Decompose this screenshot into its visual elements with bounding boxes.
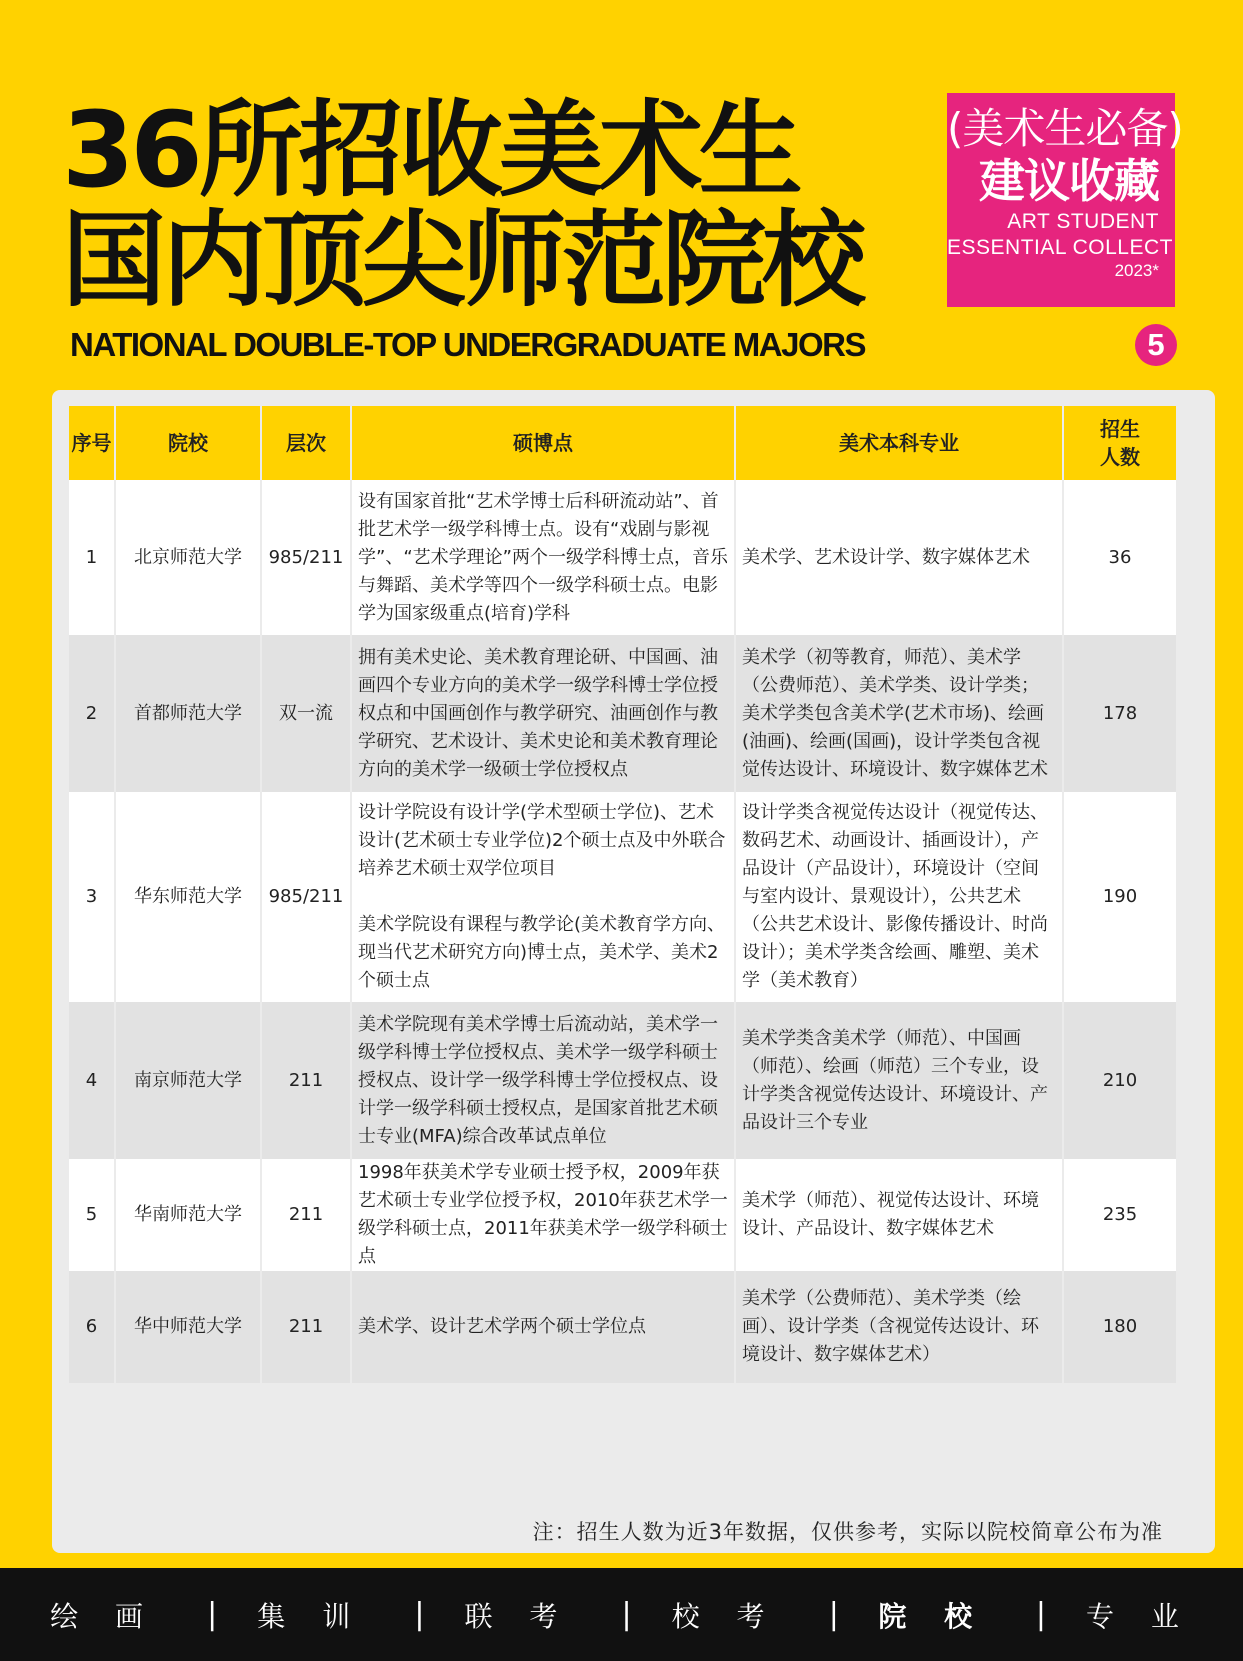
row-degree-points: 设有国家首批“艺术学博士后科研流动站”、首批艺术学一级学科博士点。设有“戏剧与影视学”、“艺术学理论”两个一级学科博士点，音乐与舞蹈、美术学等四个一级学科硕士点。电影学为国家级重点(培育)学科 — [351, 480, 735, 635]
footnote: 注：招生人数为近3年数据，仅供参考，实际以院校简章公布为准 — [532, 1520, 1163, 1544]
table-card — [52, 390, 1215, 1553]
row-no: 6 — [69, 1271, 115, 1383]
title-line-2: 国内顶尖师范院校 — [62, 199, 863, 321]
header-level: 层次 — [261, 406, 351, 480]
row-majors: 设计学类含视觉传达设计（视觉传达、数码艺术、动画设计、插画设计），产品设计（产品设计），环境设计（空间与室内设计、景观设计），公共艺术（公共艺术设计、影像传播设计、时尚设计）；美术学类含绘画、雕塑、美术学（美术教育） — [735, 792, 1063, 1002]
subtitle: NATIONAL DOUBLE-TOP UNDERGRADUATE MAJORS — [70, 326, 865, 363]
badge-line-3: ART STUDENT — [1007, 210, 1159, 233]
nav-item-school-exam[interactable]: 校 考 — [671, 1599, 779, 1633]
table-row — [69, 480, 1176, 635]
schools-table — [69, 406, 1176, 1383]
row-no: 5 — [69, 1159, 115, 1271]
row-no: 4 — [69, 1002, 115, 1159]
header-degree-points: 硕博点 — [351, 406, 735, 480]
row-degree-points: 拥有美术史论、美术教育理论研、中国画、油画四个专业方向的美术学一级学科博士学位授权点和中国画创作与教学研究、油画创作与教学研究、艺术设计、美术史论和美术教育理论方向的美术学一级硕士学位授权点 — [351, 635, 735, 792]
bottom-nav-bar: 绘 画 | 集 训 | 联 考 | 校 考 | 院 校 | 专 业 — [0, 1568, 1243, 1661]
header-count-label: 招生人数 — [1100, 417, 1140, 469]
table-row — [69, 635, 1176, 792]
row-count: 235 — [1063, 1159, 1176, 1271]
collect-badge — [947, 93, 1183, 307]
title-line-1: 36所招收美术生 — [62, 89, 799, 211]
row-count: 210 — [1063, 1002, 1176, 1159]
row-count: 36 — [1063, 480, 1176, 635]
row-school: 华南师范大学 — [115, 1159, 261, 1271]
row-school: 北京师范大学 — [115, 480, 261, 635]
row-degree-points: 1998年获美术学专业硕士授予权，2009年获艺术硕士专业学位授予权，2010年获艺术学一级学科硕士点，2011年获美术学一级学科硕士点 — [351, 1159, 735, 1271]
badge-line-1: (美术生必备) — [947, 104, 1183, 153]
row-degree-points-part-1: 设计学院设有设计学(学术型硕士学位)、艺术设计(艺术硕士专业学位)2个硕士点及中外联合培养艺术硕士双学位项目 — [358, 802, 726, 879]
table-row — [69, 1159, 1176, 1271]
table-header-row — [69, 406, 1176, 480]
row-majors: 美术学（初等教育，师范）、美术学（公费师范）、美术学类、设计学类；美术学类包含美术学(艺术市场)、绘画(油画)、绘画(国画)，设计学类包含视觉传达设计、环境设计、数字媒体艺术 — [735, 635, 1063, 792]
header-count — [1063, 406, 1176, 480]
table-row — [69, 1271, 1176, 1383]
row-majors: 美术学类含美术学（师范）、中国画（师范）、绘画（师范）三个专业，设计学类含视觉传达设计、环境设计、产品设计三个专业 — [735, 1002, 1063, 1159]
row-no: 2 — [69, 635, 115, 792]
row-school: 华东师范大学 — [115, 792, 261, 1002]
page-number-badge: 5 — [1135, 324, 1177, 366]
row-no: 3 — [69, 792, 115, 1002]
nav-item-training[interactable]: 集 训 — [257, 1599, 365, 1633]
paragraph-gap — [358, 883, 728, 911]
row-count: 178 — [1063, 635, 1176, 792]
nav-item-painting[interactable]: 绘 画 — [50, 1599, 158, 1633]
row-school: 首都师范大学 — [115, 635, 261, 792]
row-level: 211 — [261, 1002, 351, 1159]
nav-item-schools[interactable]: 院 校 — [878, 1599, 987, 1633]
row-level: 211 — [261, 1159, 351, 1271]
row-level: 双一流 — [261, 635, 351, 792]
row-count: 190 — [1063, 792, 1176, 1002]
row-level: 211 — [261, 1271, 351, 1383]
row-school: 南京师范大学 — [115, 1002, 261, 1159]
badge-line-2: 建议收藏 — [979, 154, 1159, 208]
row-degree-points: 美术学院现有美术学博士后流动站，美术学一级学科博士学位授权点、美术学一级学科硕士授权点、设计学一级学科博士学位授权点、设计学一级学科硕士授权点，是国家首批艺术硕士专业(MFA)综合改革试点单位 — [351, 1002, 735, 1159]
table-row — [69, 1002, 1176, 1159]
header-school: 院校 — [115, 406, 261, 480]
table-row — [69, 792, 1176, 1002]
header-majors: 美术本科专业 — [735, 406, 1063, 480]
row-majors: 美术学、艺术设计学、数字媒体艺术 — [735, 480, 1063, 635]
badge-line-4: ESSENTIAL COLLECT — [947, 236, 1173, 259]
row-school: 华中师范大学 — [115, 1271, 261, 1383]
row-degree-points-part-2: 美术学院设有课程与教学论(美术教育学方向、现当代艺术研究方向)博士点，美术学、美术2个硕士点 — [358, 914, 726, 991]
row-degree-points — [351, 792, 735, 1002]
row-count: 180 — [1063, 1271, 1176, 1383]
row-level: 985/211 — [261, 792, 351, 1002]
nav-item-joint-exam[interactable]: 联 考 — [464, 1599, 572, 1633]
row-degree-points: 美术学、设计艺术学两个硕士学位点 — [351, 1271, 735, 1383]
row-majors: 美术学（师范）、视觉传达设计、环境设计、产品设计、数字媒体艺术 — [735, 1159, 1063, 1271]
row-level: 985/211 — [261, 480, 351, 635]
badge-line-5: 2023* — [1114, 261, 1159, 280]
nav-item-majors[interactable]: 专 业 — [1085, 1599, 1193, 1633]
row-no: 1 — [69, 480, 115, 635]
row-majors: 美术学（公费师范）、美术学类（绘画）、设计学类（含视觉传达设计、环境设计、数字媒体艺术） — [735, 1271, 1063, 1383]
header-no: 序号 — [69, 406, 115, 480]
